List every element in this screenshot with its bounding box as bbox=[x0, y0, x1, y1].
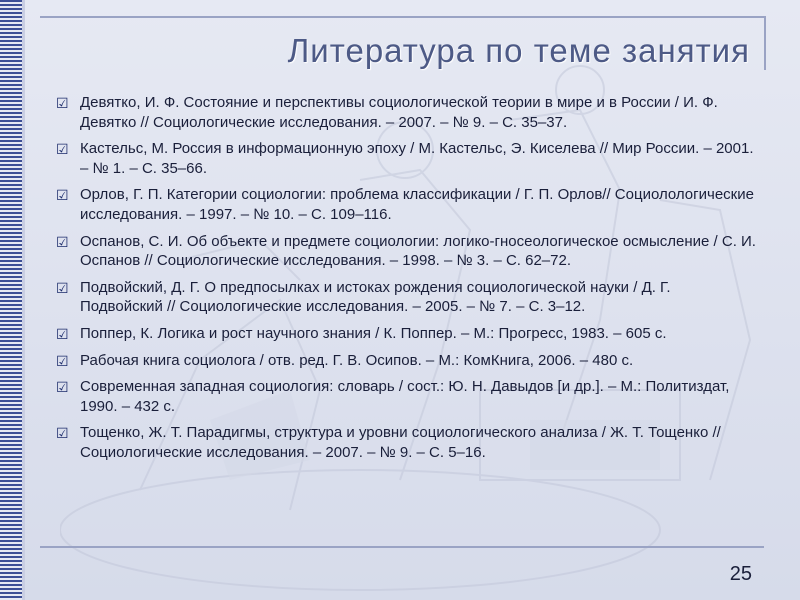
list-item bbox=[56, 185, 756, 224]
checkbox-checked-icon: ☑ bbox=[56, 325, 69, 342]
list-item bbox=[56, 377, 756, 416]
left-stripe-edge bbox=[22, 0, 25, 600]
checkbox-checked-icon: ☑ bbox=[56, 141, 69, 158]
list-item bbox=[56, 232, 756, 271]
list-item bbox=[56, 423, 756, 462]
page-number: 25 bbox=[729, 563, 752, 585]
reference-text: Оспанов, С. И. Об объекте и предмете социологии: логико-гносеологическое осмысление / С. И. Оспанов // Социологические исследования. – 1998. – № 3. – С. 62–72. bbox=[80, 232, 756, 270]
reference-text: Тощенко, Ж. Т. Парадигмы, структура и уровни социологического анализа / Ж. Т. Тощенко // Социологические исследования. – 2007. – № 9. – С. 5–16. bbox=[80, 424, 721, 461]
reference-text: Поппер, К. Логика и рост научного знания / К. Поппер. – М.: Прогресс, 1983. – 605 с. bbox=[80, 324, 667, 342]
checkbox-checked-icon: ☑ bbox=[56, 425, 69, 442]
reference-text: Подвойский, Д. Г. О предпосылках и истоках рождения социологической науки / Д. Г. Подвойский // Социологические исследования. – 2005. – № 7. – С. 3–12. bbox=[80, 278, 671, 316]
reference-text: Орлов, Г. П. Категории социологии: проблема классификации / Г. П. Орлов// Социолологические исследования. – 1997. – № 10. – С. 109–116. bbox=[80, 186, 754, 223]
checkbox-checked-icon: ☑ bbox=[56, 279, 69, 296]
reference-text: Кастельс, М. Россия в информационную эпоху / М. Кастельс, Э. Киселева // Мир России. – 2001. – № 1. – С. 35–66. bbox=[80, 140, 754, 177]
left-decorative-stripe bbox=[0, 0, 22, 600]
checkbox-checked-icon: ☑ bbox=[56, 233, 69, 250]
list-item bbox=[56, 351, 756, 371]
reference-text: Рабочая книга социолога / отв. ред. Г. В. Осипов. – М.: КомКнига, 2006. – 480 с. bbox=[80, 351, 634, 369]
list-item bbox=[56, 278, 756, 317]
slide-title: Литература по теме занятия bbox=[287, 32, 750, 69]
list-item bbox=[56, 93, 756, 132]
checkbox-checked-icon: ☑ bbox=[56, 352, 69, 369]
list-item bbox=[56, 139, 756, 178]
list-item bbox=[56, 324, 756, 344]
reference-text: Современная западная социология: словарь / сост.: Ю. Н. Давыдов [и др.]. – М.: Политиздат, 1990. – 432 с. bbox=[80, 378, 730, 415]
reference-text: Девятко, И. Ф. Состояние и перспективы социологической теории в мире и в России / И. Ф. Девятко // Социологические исследования. – 2007. – № 9. – С. 35–37. bbox=[80, 94, 718, 131]
bibliography-list bbox=[56, 93, 756, 470]
checkbox-checked-icon: ☑ bbox=[56, 187, 69, 204]
footer-divider bbox=[40, 546, 764, 548]
checkbox-checked-icon: ☑ bbox=[56, 379, 69, 396]
checkbox-checked-icon: ☑ bbox=[56, 95, 69, 111]
